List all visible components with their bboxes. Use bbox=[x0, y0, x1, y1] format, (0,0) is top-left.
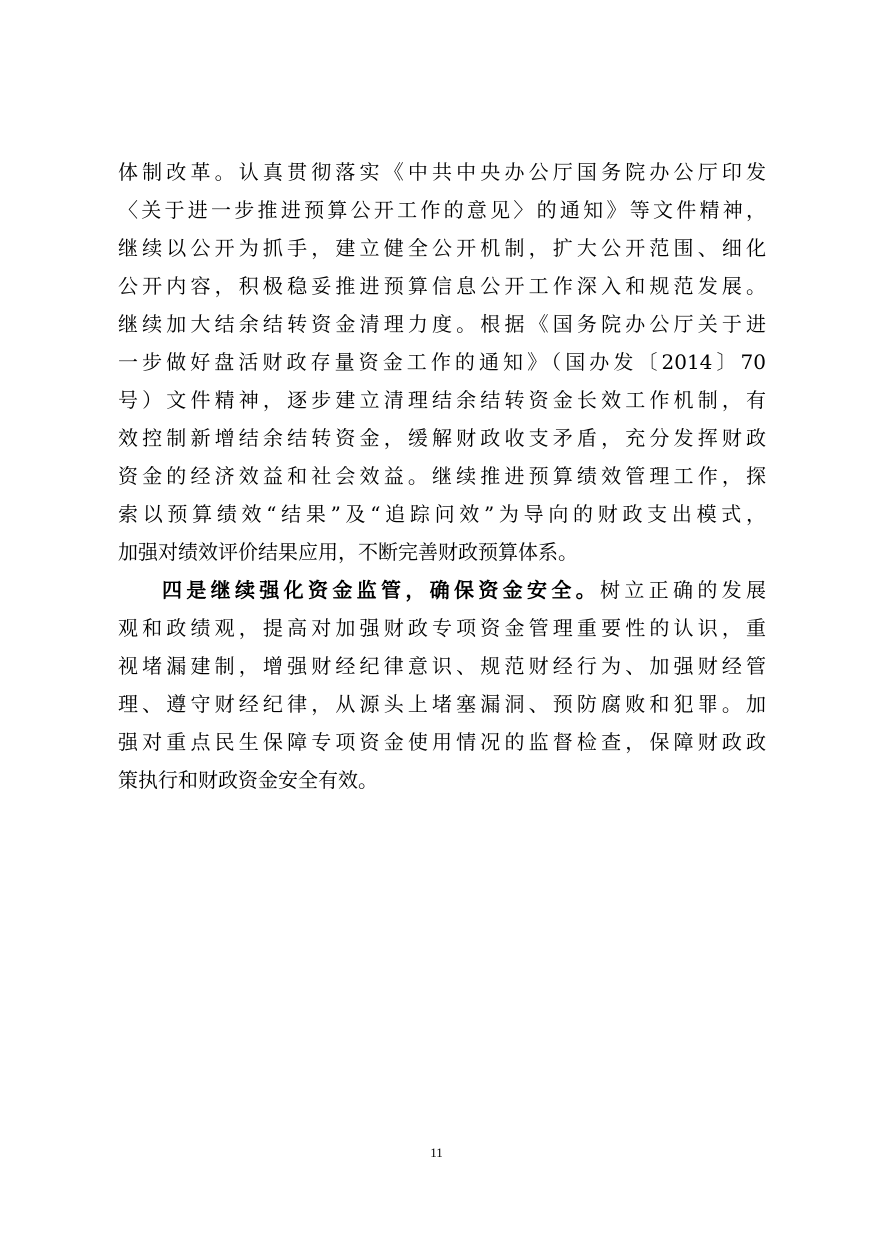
text-line: 公开内容，积极稳妥推进预算信息公开工作深入和规范发展。 bbox=[118, 274, 766, 298]
text-line: 索以预算绩效“结果”及“追踪问效”为导向的财政支出模式， bbox=[118, 502, 766, 526]
paragraph-budget-reform bbox=[118, 153, 766, 571]
page-number: 11 bbox=[430, 1145, 443, 1160]
text-line: 观和政绩观，提高对加强财政专项资金管理重要性的认识，重 bbox=[118, 616, 766, 640]
text-line: 资金的经济效益和社会效益。继续推进预算绩效管理工作，探 bbox=[118, 464, 766, 488]
text-line: 理、遵守财经纪律，从源头上堵塞漏洞、预防腐败和犯罪。加 bbox=[118, 692, 766, 716]
text-line: 体制改革。认真贯彻落实《中共中央办公厅国务院办公厅印发 bbox=[118, 160, 766, 184]
text-line: 继续加大结余结转资金清理力度。根据《国务院办公厅关于进 bbox=[118, 312, 766, 336]
paragraph-heading: 四是继续强化资金监管，确保资金安全。 bbox=[162, 578, 600, 602]
text-run: 树立正确的发展 bbox=[600, 578, 766, 602]
paragraph-fund-supervision bbox=[118, 571, 766, 799]
body-text bbox=[118, 153, 766, 799]
text-line: 继续以公开为抓手，建立健全公开机制，扩大公开范围、细化 bbox=[118, 236, 766, 260]
text-line: 强对重点民生保障专项资金使用情况的监督检查，保障财政政 bbox=[118, 730, 766, 754]
text-line: 号）文件精神，逐步建立清理结余结转资金长效工作机制，有 bbox=[118, 388, 766, 412]
text-line: 一步做好盘活财政存量资金工作的通知》（国办发〔2014〕70 bbox=[118, 350, 766, 374]
text-line: 视堵漏建制，增强财经纪律意识、规范财经行为、加强财经管 bbox=[118, 654, 766, 678]
text-line: 加强对绩效评价结果应用，不断完善财政预算体系。 bbox=[118, 540, 578, 564]
paragraph-first-line bbox=[118, 571, 766, 609]
text-line: 策执行和财政资金安全有效。 bbox=[118, 768, 378, 792]
text-line: 效控制新增结余结转资金，缓解财政收支矛盾，充分发挥财政 bbox=[118, 426, 766, 450]
text-line: 〈关于进一步推进预算公开工作的意见〉的通知》等文件精神， bbox=[118, 198, 766, 222]
